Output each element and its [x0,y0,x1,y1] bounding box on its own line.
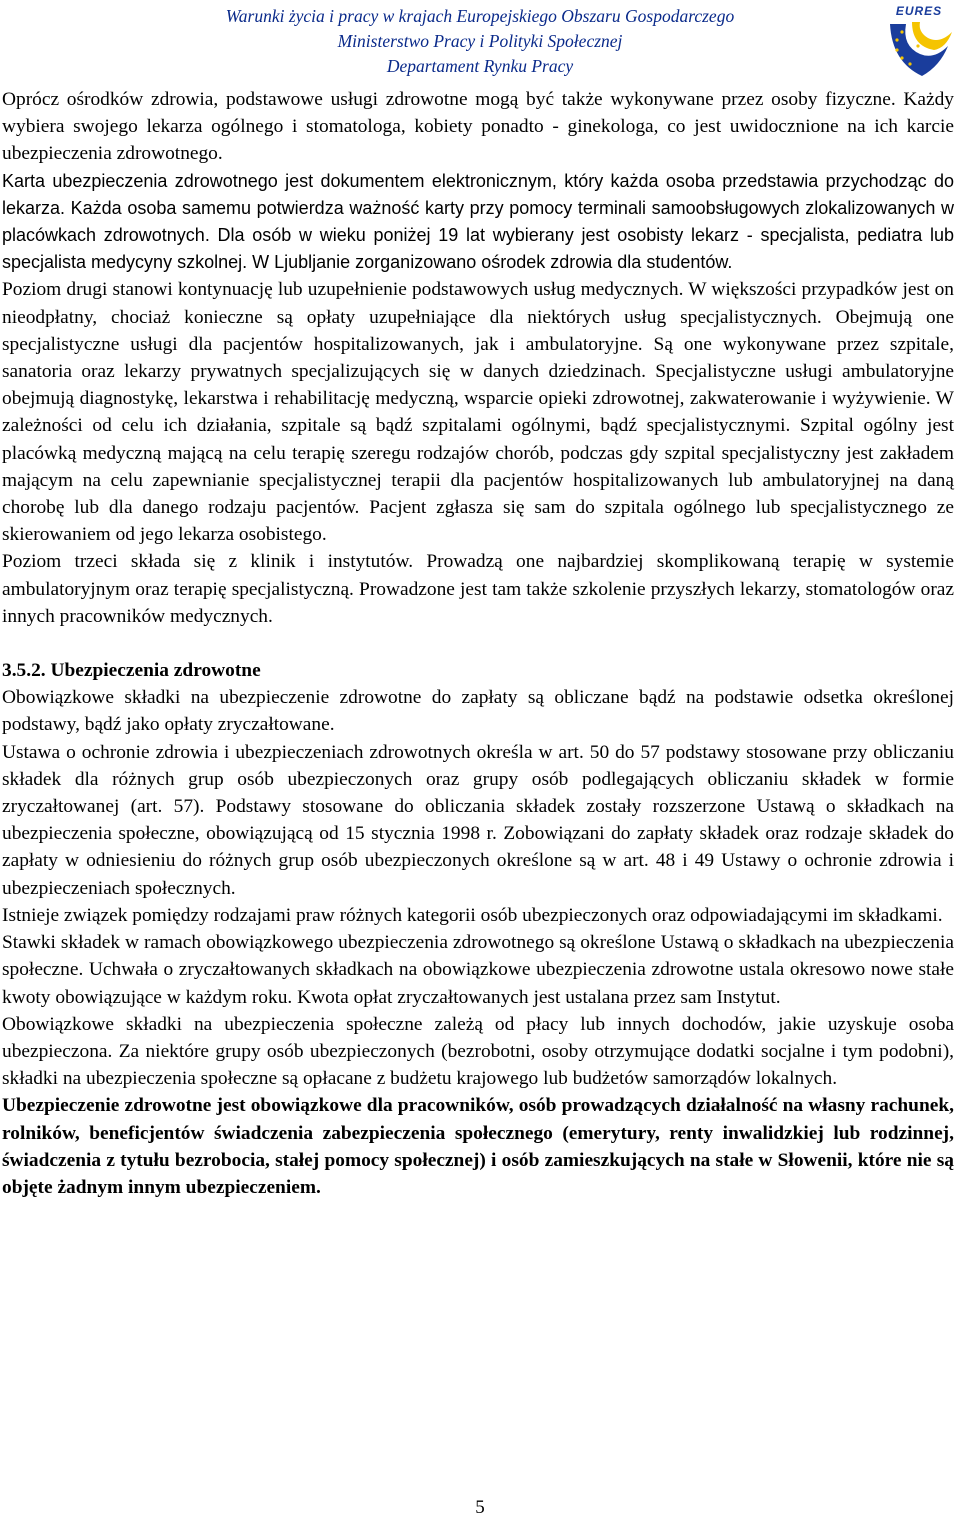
section-title: Ubezpieczenia zdrowotne [50,660,261,682]
paragraph-insurance-card: Karta ubezpieczenia zdrowotnego jest dokumentem elektronicznym, który każda osoba przedstawia przychodząc do lekarza. Każda osoba samemu potwierdza ważność karty przy pomocy terminali samoobsługowych zlokalizowanych w placówkach zdrowotnych. Dla osób w wieku poniżej 19 lat wybierany jest osobisty lekarz - specjalista, pediatra lub specjalista medycyny szkolnej. W Ljubljanie zorganizowano ośrodek zdrowia dla studentów. [2,170,954,273]
page-number: 5 [475,1497,485,1518]
paragraph-mandatory-insurance: Ubezpieczenie zdrowotne jest obowiązkowe dla pracowników, osób prowadzących działalność na własny rachunek, rolników, beneficjentów świadczenia zabezpieczenia społecznego (emerytury, renty inwalidzkiej lub rodzinnej, świadczenia z tytułu bezrobocia, stałej pomocy społecznej) i osób zamieszkujących na stałe w Słowenii, które nie są objęte żadnym innym ubezpieczeniem. [2,1095,954,1198]
paragraph-contributions: Obowiązkowe składki na ubezpieczenie zdrowotne do zapłaty są obliczane bądź na podstawie odsetka określonej podstawy, bądź jako opłaty zryczałtowane. [2,687,954,736]
header-line-department: Departament Rynku Pracy [386,56,574,76]
eures-logo-icon [882,2,956,80]
paragraph-rights: Istnieje związek pomiędzy rodzajami praw różnych kategorii osób ubezpieczonych oraz odpowiadającymi im składkami. [2,904,943,926]
paragraph-third-level: Poziom trzeci składa się z klinik i instytutów. Prowadzą one najbardziej skomplikowaną terapię w systemie ambulatoryjnym oraz terapię specjalistyczną. Prowadzone jest tam także szkolenie przyszłych lekarzy, stomatologów oraz innych pracowników medycznych. [2,551,954,627]
paragraph-rates: Stawki składek w ramach obowiązkowego ubezpieczenia zdrowotnego są określone Ustawą o składkach na ubezpieczenia społeczne. Uchwała o zryczałtowanych składkach na obowiązkowe ubezpieczenia zdrowotne ustala okresowo nowe stałe kwoty obowiązujące w każdym roku. Kwota opłat zryczałtowanych jest ustalana przez sam Instytut. [2,932,954,1008]
header-text [0,4,960,79]
paragraph-social-contributions: Obowiązkowe składki na ubezpieczenia społeczne zależą od płacy lub innych dochodów, jakie uzyskuje osoba ubezpieczona. Za niektóre grupy osób ubezpieczonych (bezrobotni, osoby otrzymujące dodatki socjalne i tym podobni), składki na ubezpieczenia społeczne są opłacane z budżetu krajowego lub budżetów samorządów lokalnych. [2,1013,954,1090]
section-heading [2,657,954,684]
svg-text:EURES: EURES [895,4,943,18]
paragraph-private-doctors: Oprócz ośrodków zdrowia, podstawowe usługi zdrowotne mogą być także wykonywane przez osoby fizyczne. Każdy wybiera swojego lekarza ogólnego i stomatologa, kobiety ponadto - ginekologa, co jest uwidocznione na ich karcie ubezpieczenia zdrowotnego. [2,89,954,165]
header-line-ministry: Ministerstwo Pracy i Polityki Społecznej [337,31,623,51]
document-body [2,86,954,1201]
paragraph-second-level: Poziom drugi stanowi kontynuację lub uzupełnienie podstawowych usług medycznych. W większości przypadków jest on nieodpłatny, chociaż konieczne są opłaty uzupełniające dla niektórych usług specjalistycznych. Obejmują one specjalistyczne usługi dla pacjentów hospitalizowanych, jak i ambulatoryjne. Są one wykonywane przez szpitale, sanatoria oraz lekarzy prywatnych specjalizujących się w danych dziedzinach. Specjalistyczne usługi ambulatoryjne obejmują diagnostykę, lekarstwa i rehabilitację medyczną, wsparcie opieki zdrowotnej, zakwaterowanie i wyżywienie. W zależności od celu ich działania, szpitale są bądź szpitalami ogólnymi, bądź specjalistycznymi. Szpital ogólny jest placówką medyczną mającą na celu terapię szeregu rodzajów chorób, podczas gdy szpital specjalistyczny jest zakładem mającym na celu zapewnianie specjalistycznej terapii dla pacjentów hospitalizowanych lub ambulatoryjnej na daną chorobę lub dla danego rodzaju pacjentów. Pacjent zgłasza się sam do szpitala ogólnego lub specjalistycznego ze skierowaniem od jego lekarza osobistego. [2,279,954,546]
section-number: 3.5.2. [2,660,46,682]
paragraph-act: Ustawa o ochronie zdrowia i ubezpieczeniach zdrowotnych określa w art. 50 do 57 podstawy stosowane przy obliczaniu składek dla różnych grup osób ubezpieczonych oraz grupy osób podlegających obliczaniu składek w formie zryczałtowanej (art. 57). Podstawy stosowane do obliczania składek zostały rozszerzone Ustawą o składkach na ubezpieczenia społeczne, obowiązującą od 15 stycznia 1998 r. Zobowiązani do zapłaty składek oraz rodzaje składek do zapłaty w odniesieniu do różnych grup osób ubezpieczonych określone są w art. 48 i 49 Ustawy o ochronie zdrowia i ubezpieczeniach społecznych. [2,741,954,899]
header-line-title: Warunki życia i pracy w krajach Europejskiego Obszaru Gospodarczego [225,6,735,26]
page-header [0,0,960,76]
